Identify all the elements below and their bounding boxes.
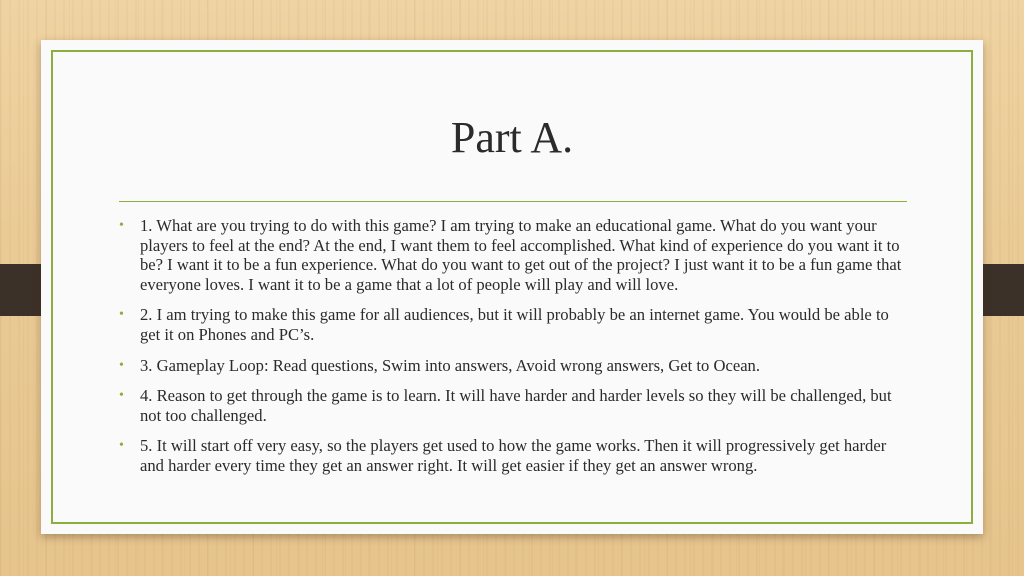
bullet-item-5 [119, 436, 909, 475]
bullet-text: 3. Gameplay Loop: Read questions, Swim into answers, Avoid wrong answers, Get to Ocean. [140, 355, 761, 375]
bullet-dot-icon: • [119, 357, 124, 373]
slide-card [41, 40, 983, 534]
bullet-dot-icon: • [119, 307, 124, 323]
bullet-dot-icon: • [119, 218, 124, 233]
bullet-dot-icon: • [119, 388, 124, 404]
bullet-item-1 [119, 216, 909, 294]
bullet-text: 1. What are you trying to do with this game? I am trying to make an educational game. What do you want your players to feel at the end? At the end, I want them to feel accomplished. What kind of experience do you want it to be? I want it to be a fun experience. What do you want to get out of the project? I just want it to be a fun game that everyone loves. I want it to be a game that a lot of people will play and will love. [140, 216, 902, 294]
slide-title: Part A. [450, 113, 574, 162]
bullet-text: 2. I am trying to make this game for all audiences, but it will probably be an internet game. You would be able to get it on Phones and PC’s. [140, 305, 889, 344]
bullet-text: 5. It will start off very easy, so the players get used to how the game works. Then it will progressively get harder and harder every time they get an answer right. It will get easier if they get an answer wrong. [140, 436, 887, 475]
bullet-list [119, 216, 909, 487]
title-divider [119, 201, 907, 202]
bullet-dot-icon: • [119, 438, 124, 454]
bullet-text: 4. Reason to get through the game is to learn. It will have harder and harder levels so they will be challenged, but not too challenged. [140, 386, 892, 425]
bullet-item-3 [119, 356, 909, 376]
bullet-item-4 [119, 386, 909, 425]
bullet-item-2 [119, 305, 909, 344]
